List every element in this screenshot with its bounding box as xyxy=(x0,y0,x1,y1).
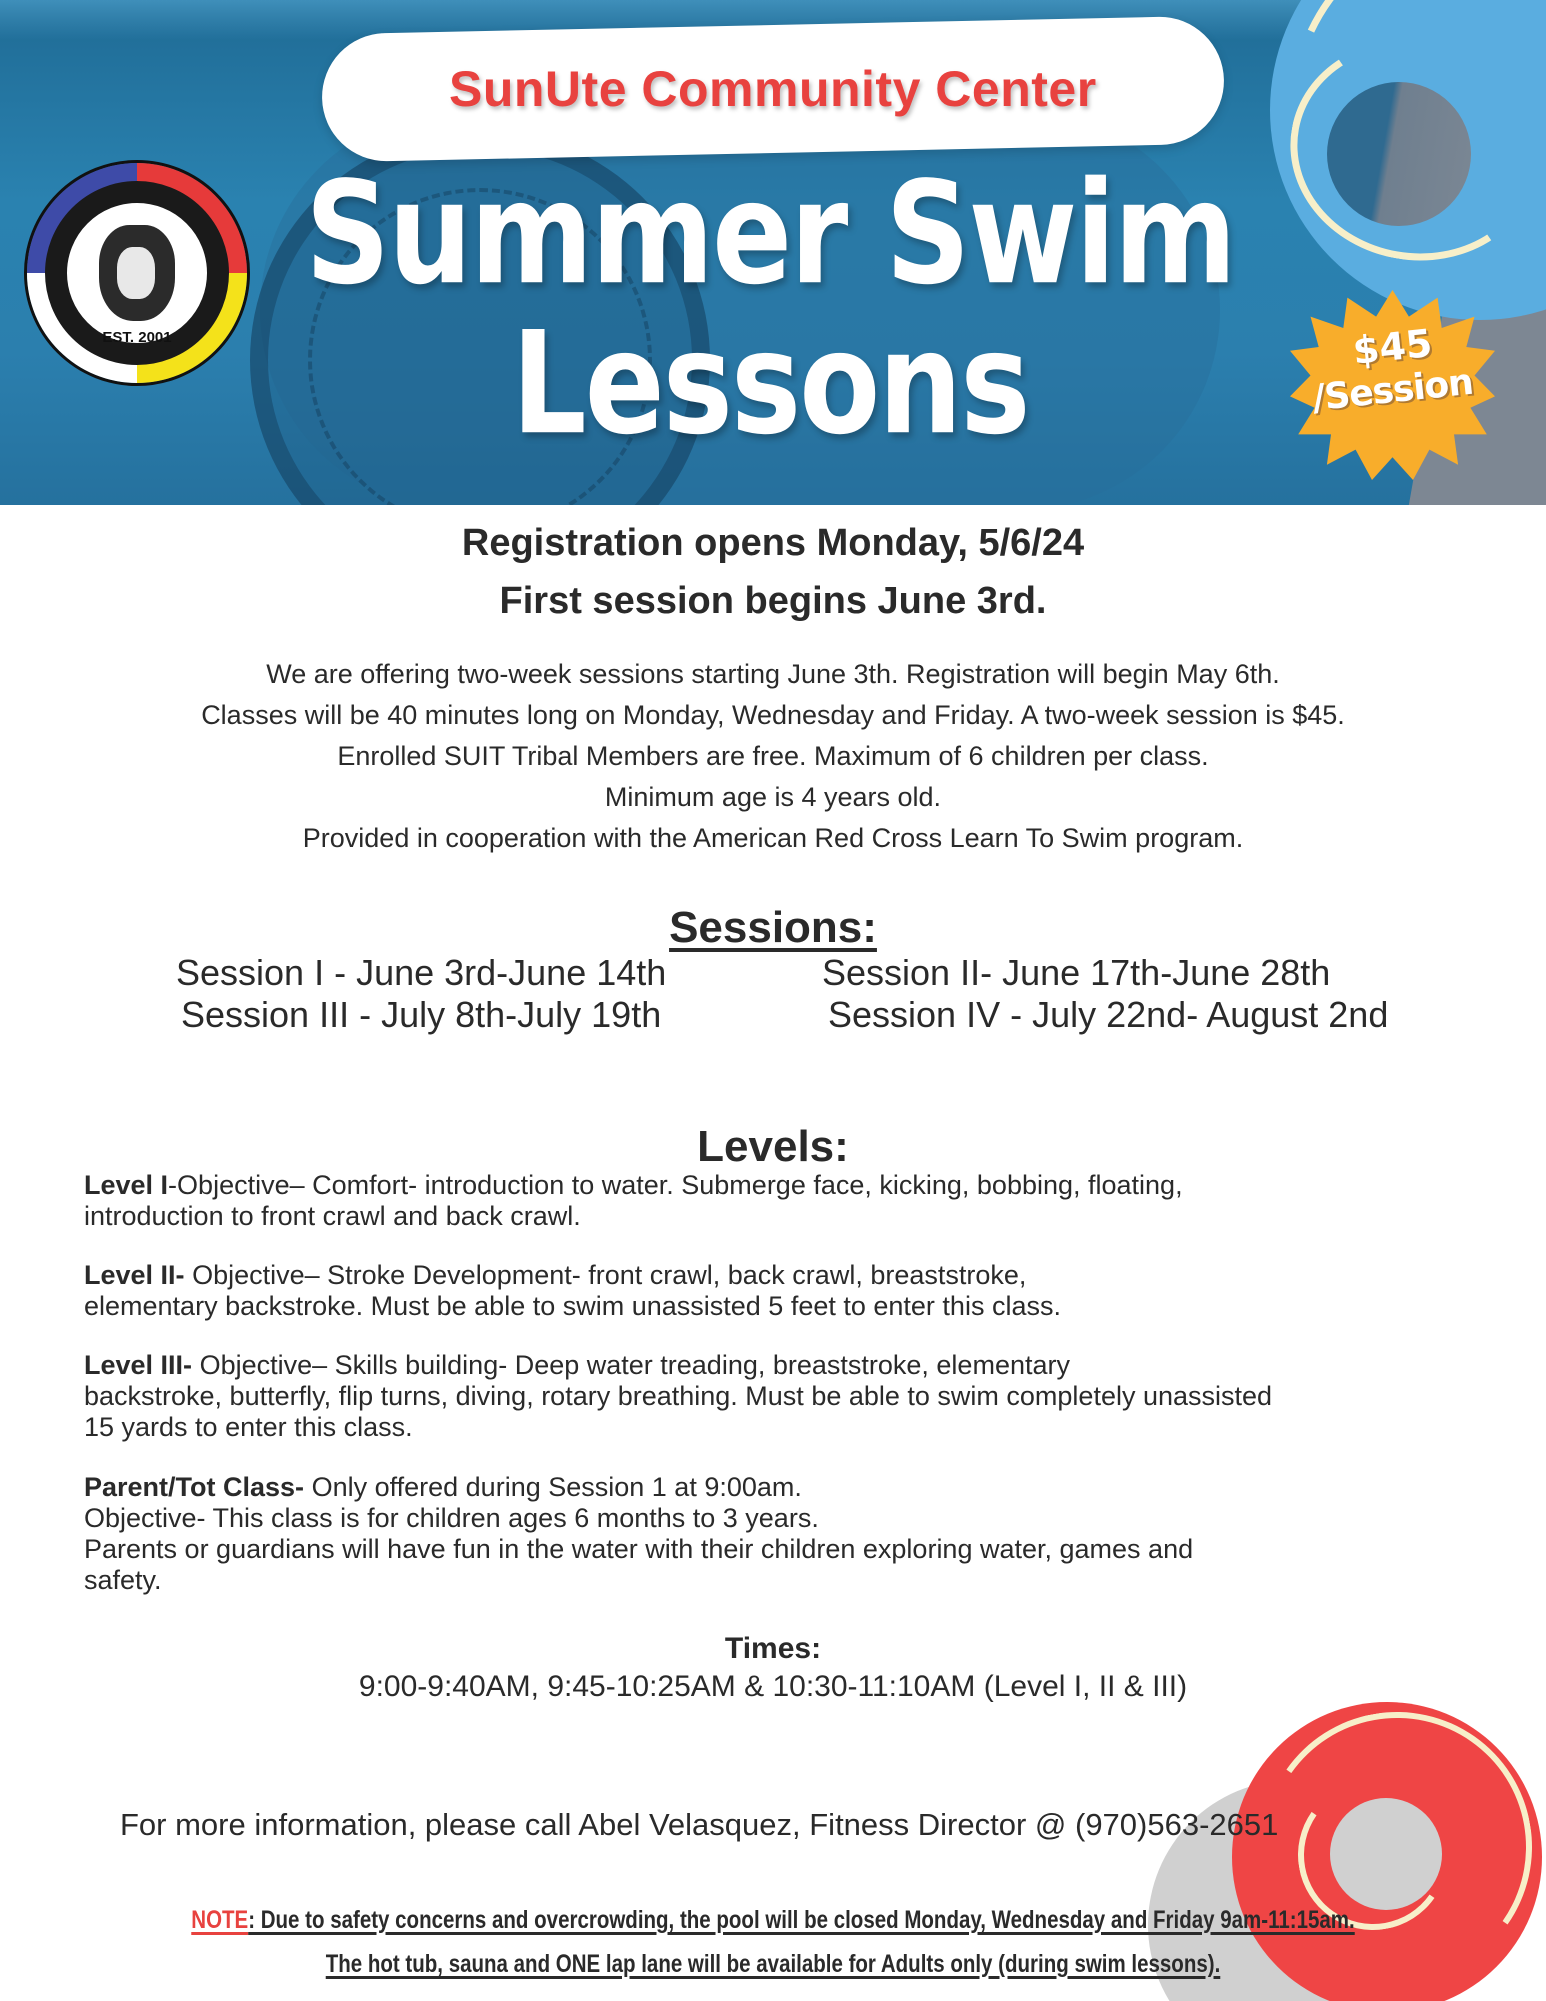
intro-paragraph xyxy=(0,654,1546,859)
session-item: Session III - July 8th-July 19th xyxy=(181,994,662,1035)
level-item: Level III- Objective– Skills building- Deep water treading, breaststroke, elementary backstroke, butterfly, flip turns, diving, rotary breathing. Must be able to swim completely unassisted 15 yards to enter this class. xyxy=(84,1350,1273,1442)
org-name: SunUte Community Center xyxy=(449,61,1097,118)
sessions-heading: Sessions: xyxy=(669,903,877,952)
note-label: NOTE xyxy=(191,1906,249,1934)
level-label: Level II- xyxy=(84,1260,185,1290)
level-item: Parent/Tot Class- Only offered during Session 1 at 9:00am. Objective- This class is for children ages 6 months to 3 years. Parents or guardians will have fun in the water with their children exploring water, games and safety. xyxy=(84,1472,1194,1595)
level-label: Level III- xyxy=(84,1350,193,1380)
session-item: Session IV - July 22nd- August 2nd xyxy=(828,994,1389,1035)
headline-line-1: Summer Swim xyxy=(305,150,1235,316)
registration-opens: Registration opens Monday, 5/6/24 xyxy=(461,522,1085,564)
price-amount: $45 xyxy=(1350,320,1435,374)
intro-line: Enrolled SUIT Tribal Members are free. Maximum of 6 children per class. xyxy=(337,741,1209,771)
org-name-pill xyxy=(321,16,1225,163)
level-label: Parent/Tot Class- xyxy=(84,1472,305,1502)
community-center-logo xyxy=(24,160,250,386)
intro-line: We are offering two-week sessions starting June 3th. Registration will begin May 6th. xyxy=(266,659,1280,689)
session-item: Session II- June 17th-June 28th xyxy=(822,952,1331,993)
session-item: Session I - June 3rd-June 14th xyxy=(176,952,667,993)
level-item: Level II- Objective– Stroke Development- front crawl, back crawl, breaststroke, elementary backstroke. Must be able to swim unassisted 5 feet to enter this class. xyxy=(84,1260,1061,1321)
header-banner xyxy=(0,0,1546,505)
note-line-2: The hot tub, sauna and ONE lap lane will be available for Adults only (during swim lessons). xyxy=(325,1950,1221,1978)
logo-established: EST. 2001 xyxy=(102,329,172,346)
note-line-1: NOTE: Due to safety concerns and overcrowding, the pool will be closed Monday, Wednesday and Friday 9am-11:15am. xyxy=(191,1906,1355,1934)
intro-line: Minimum age is 4 years old. xyxy=(604,782,942,812)
intro-line: Provided in cooperation with the American Red Cross Learn To Swim program. xyxy=(302,823,1244,853)
headline-line-2: Lessons xyxy=(511,300,1029,466)
price-unit: /Session xyxy=(1310,361,1475,420)
contact-info: For more information, please call Abel Velasquez, Fitness Director @ (970)563-2651 xyxy=(120,1807,1279,1842)
level-label: Level I xyxy=(84,1170,169,1200)
levels-heading: Levels: xyxy=(697,1122,849,1171)
times-heading: Times: xyxy=(724,1632,822,1665)
times-value: 9:00-9:40AM, 9:45-10:25AM & 10:30-11:10AM (Level I, II & III) xyxy=(358,1670,1188,1703)
level-item: Level I-Objective– Comfort- introduction to water. Submerge face, kicking, bobbing, floating, introduction to front crawl and back crawl. xyxy=(84,1170,1183,1231)
intro-line: Classes will be 40 minutes long on Monday, Wednesday and Friday. A two-week session is $45. xyxy=(201,700,1345,730)
first-session-date: First session begins June 3rd. xyxy=(499,580,1047,622)
